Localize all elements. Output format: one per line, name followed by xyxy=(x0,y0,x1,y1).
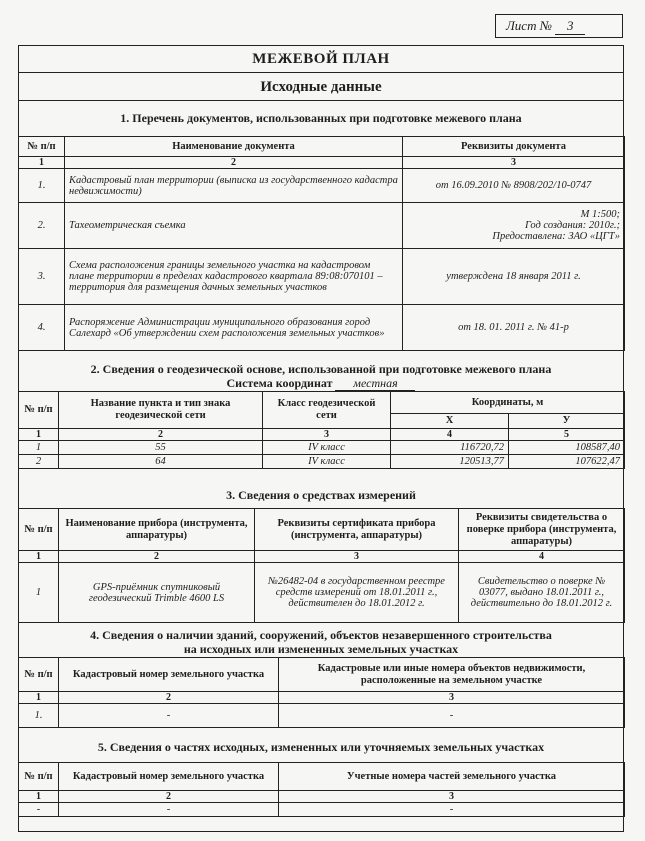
s2-header-y: У xyxy=(509,414,625,429)
s1-row1-name: Кадастровый план территории (выписка из государственного кадастра недвижимости) xyxy=(65,169,403,203)
s1-row4-num: 4. xyxy=(19,305,65,351)
s3-header-device: Наименование прибора (инструмента, аппаратуры) xyxy=(59,509,255,551)
s1-index-3: 3 xyxy=(403,157,625,169)
table-row xyxy=(19,455,625,469)
s1-row3-num: 3. xyxy=(19,249,65,305)
sheet-number: 3 xyxy=(555,18,585,35)
s5-header-parts: Учетные номера частей земельного участка xyxy=(279,763,625,791)
s1-row3-name: Схема расположения границы земельного участка на кадастровом плане территории в пределах кадастрового квартала 89:08:070101 – территория для размещения дачных земельных участков xyxy=(65,249,403,305)
s1-index-2: 2 xyxy=(65,157,403,169)
s1-header-num: № п/п xyxy=(19,137,65,157)
s5-header-num: № п/п xyxy=(19,763,59,791)
table-row xyxy=(19,305,625,351)
section5-title: 5. Сведения о частях исходных, измененных или уточняемых земельных участках xyxy=(97,740,545,754)
s5-index-2: 2 xyxy=(59,791,279,803)
s2-header-num: № п/п xyxy=(19,392,59,429)
s1-row1-req: от 16.09.2010 № 8908/202/10-0747 xyxy=(403,169,625,203)
s1-row2-num: 2. xyxy=(19,203,65,249)
s4-header-objects: Кадастровые или иные номера объектов недвижимости, расположенные на земельном участке xyxy=(279,658,625,692)
s2-row2-x: 120513,77 xyxy=(391,455,509,469)
s4-row-objects: - xyxy=(279,704,625,728)
s5-row-parts: - xyxy=(279,803,625,817)
s2-row1-y: 108587,40 xyxy=(509,441,625,455)
s5-row-num: - xyxy=(19,803,59,817)
s2-index-3: 3 xyxy=(263,429,391,441)
s4-row-cadnum: - xyxy=(59,704,279,728)
table-row xyxy=(19,441,625,455)
s1-row3-req: утверждена 18 января 2011 г. xyxy=(403,249,625,305)
table-row xyxy=(19,704,625,728)
s4-header-cadnum: Кадастровый номер земельного участка xyxy=(59,658,279,692)
section2-table xyxy=(18,391,625,469)
s1-row2-req-scale: М 1:500; xyxy=(580,209,620,220)
section2-title: 2. Сведения о геодезической основе, использованной при подготовке межевого плана xyxy=(90,362,552,376)
s3-header-verif: Реквизиты свидетельства о поверке прибора (инструмента, аппаратуры) xyxy=(459,509,625,551)
coord-system-line xyxy=(18,376,624,391)
table-row xyxy=(19,563,625,623)
table-row xyxy=(19,203,625,249)
s2-header-name: Название пункта и тип знака геодезической сети xyxy=(59,392,263,429)
s2-index-5: 5 xyxy=(509,429,625,441)
s3-row-num: 1 xyxy=(19,563,59,623)
section3-title: 3. Сведения о средствах измерений xyxy=(226,488,416,502)
table-row xyxy=(19,249,625,305)
s1-row2-name: Тахеометрическая съемка xyxy=(65,203,403,249)
s5-row-cadnum: - xyxy=(59,803,279,817)
s1-index-1: 1 xyxy=(19,157,65,169)
s1-header-req: Реквизиты документа xyxy=(403,137,625,157)
coord-system-label: Система координат xyxy=(226,376,333,390)
s2-index-1: 1 xyxy=(19,429,59,441)
section4-table xyxy=(18,657,625,728)
s2-row2-class: IV класс xyxy=(263,455,391,469)
section4-title-line2: на исходных или измененных земельных участках xyxy=(183,642,459,656)
section1-table xyxy=(18,136,625,351)
section4-title-line1: 4. Сведения о наличии зданий, сооружений, объектов незавершенного строительства xyxy=(90,628,552,642)
document-subtitle: Исходные данные xyxy=(18,73,624,101)
s5-header-cadnum: Кадастровый номер земельного участка xyxy=(59,763,279,791)
table-row xyxy=(19,803,625,817)
s4-row-num: 1. xyxy=(19,704,59,728)
sheet-label: Лист № xyxy=(506,18,552,33)
s3-index-1: 1 xyxy=(19,551,59,563)
s3-row-verif: Свидетельство о поверке № 03077, выдано 18.01.2011 г., действительно до 18.01.2012 г. xyxy=(459,563,625,623)
s3-row-device: GPS-приёмник спутниковый геодезический Trimble 4600 LS xyxy=(59,563,255,623)
s2-header-x: Х xyxy=(391,414,509,429)
s2-header-coords: Координаты, м xyxy=(391,392,625,414)
s4-index-1: 1 xyxy=(19,692,59,704)
s1-row2-req-year: Год создания: 2010г.; xyxy=(524,220,620,231)
s2-row2-y: 107622,47 xyxy=(509,455,625,469)
s1-row1-num: 1. xyxy=(19,169,65,203)
sheet-number-box xyxy=(495,14,623,38)
s4-index-3: 3 xyxy=(279,692,625,704)
s1-row4-req: от 18. 01. 2011 г. № 41-р xyxy=(403,305,625,351)
s2-index-2: 2 xyxy=(59,429,263,441)
s1-row4-name: Распоряжение Администрации муниципального образования город Салехард «Об утверждении схем расположения земельных участков» xyxy=(65,305,403,351)
s4-header-num: № п/п xyxy=(19,658,59,692)
s2-row2-num: 2 xyxy=(19,455,59,469)
s3-index-3: 3 xyxy=(255,551,459,563)
s1-row2-req xyxy=(403,203,625,249)
s3-row-cert: №26482-04 в государственном реестре средств измерений от 18.01.2011 г., действителен до 18.01.2012 г. xyxy=(255,563,459,623)
table-row xyxy=(19,169,625,203)
coord-system-value: местная xyxy=(335,376,415,391)
s5-index-3: 3 xyxy=(279,791,625,803)
s4-index-2: 2 xyxy=(59,692,279,704)
s1-row2-req-provider: Предоставлена: ЗАО «ЦГТ» xyxy=(492,231,620,242)
s2-header-class: Класс геодезической сети xyxy=(263,392,391,429)
s5-index-1: 1 xyxy=(19,791,59,803)
s3-index-4: 4 xyxy=(459,551,625,563)
s3-index-2: 2 xyxy=(59,551,255,563)
section1-title: 1. Перечень документов, использованных при подготовке межевого плана xyxy=(120,111,522,125)
s2-row1-num: 1 xyxy=(19,441,59,455)
s2-row1-name: 55 xyxy=(59,441,263,455)
s3-header-num: № п/п xyxy=(19,509,59,551)
document-title: МЕЖЕВОЙ ПЛАН xyxy=(18,45,624,73)
s3-header-cert: Реквизиты сертификата прибора (инструмента, аппаратуры) xyxy=(255,509,459,551)
s2-row2-name: 64 xyxy=(59,455,263,469)
s2-row1-x: 116720,72 xyxy=(391,441,509,455)
section3-table xyxy=(18,508,625,623)
section5-table xyxy=(18,762,625,817)
s2-row1-class: IV класс xyxy=(263,441,391,455)
s1-header-name: Наименование документа xyxy=(65,137,403,157)
s2-index-4: 4 xyxy=(391,429,509,441)
